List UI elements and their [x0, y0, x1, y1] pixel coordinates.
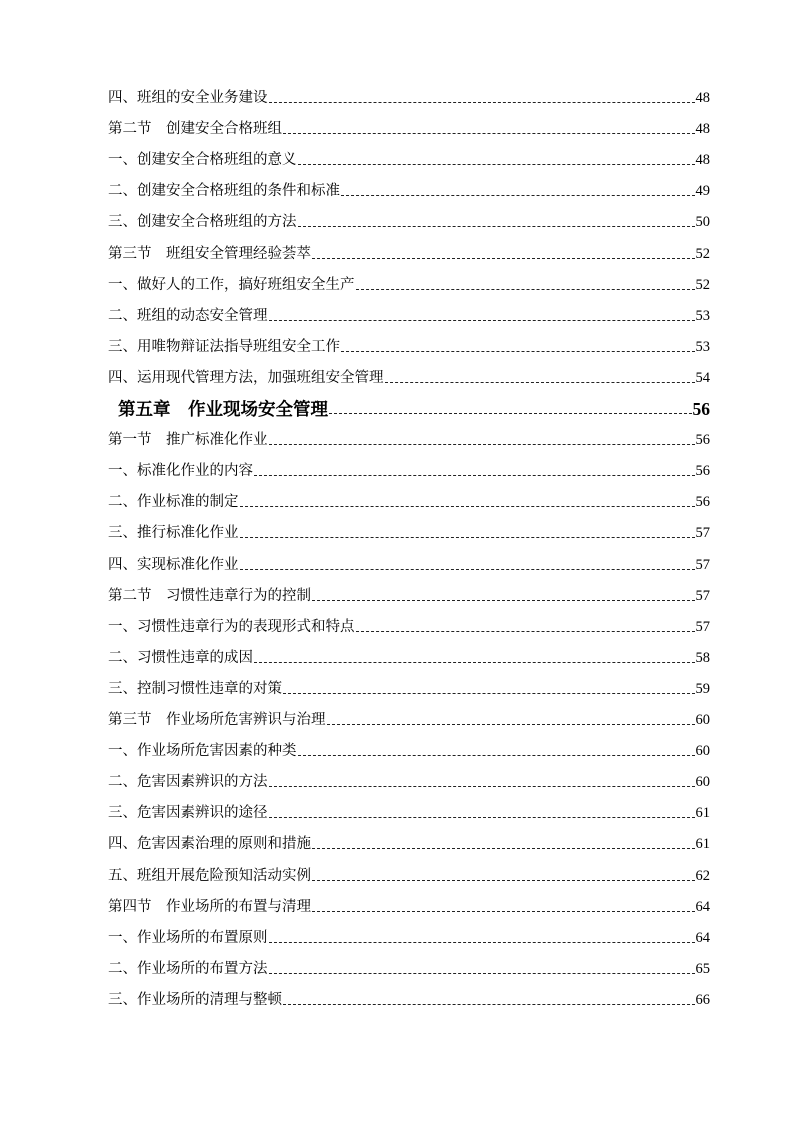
toc-item-entry[interactable]: [108, 834, 710, 854]
toc-dot-leader: [298, 226, 695, 227]
toc-page-number: 52: [695, 276, 710, 293]
toc-page-number: 61: [695, 836, 710, 853]
toc-page-number: 60: [695, 712, 710, 728]
toc-entry-title: 四、实现标准化作业: [108, 556, 239, 573]
toc-page-number: 57: [695, 618, 710, 635]
toc-page-number: 57: [695, 587, 710, 604]
toc-page-number: 53: [695, 307, 710, 324]
toc-page-number: 64: [695, 898, 710, 915]
toc-entry-title: 一、标准化作业的内容: [108, 463, 253, 480]
toc-dot-leader: [385, 382, 695, 383]
toc-page-number: 64: [695, 929, 710, 946]
toc-entry-title: 三、危害因素辨识的途径: [108, 805, 268, 822]
toc-page-number: 60: [695, 774, 710, 791]
toc-dot-leader: [283, 133, 695, 134]
toc-page-number: 65: [695, 960, 710, 977]
toc-entry-title: 第三节 作业场所危害辨识与治理: [108, 712, 326, 728]
toc-page-number: 56: [692, 399, 710, 419]
toc-item-entry[interactable]: [108, 461, 710, 481]
toc-item-entry[interactable]: [108, 803, 710, 823]
toc-dot-leader: [240, 569, 695, 570]
toc-dot-leader: [254, 475, 695, 476]
toc-dot-leader: [356, 631, 695, 632]
toc-page-number: 57: [695, 525, 710, 542]
toc-page-number: 57: [695, 556, 710, 573]
toc-entry-title: 第五章 作业现场安全管理: [118, 399, 328, 419]
toc-item-entry[interactable]: [108, 741, 710, 761]
toc-entry-title: 三、用唯物辩证法指导班组安全工作: [108, 338, 340, 355]
toc-dot-leader: [298, 164, 695, 165]
toc-entry-title: 第一节 推广标准化作业: [108, 432, 268, 449]
toc-page-number: 48: [695, 121, 710, 138]
toc-chapter-entry[interactable]: [118, 398, 710, 420]
toc-item-entry[interactable]: [108, 990, 710, 1010]
toc-dot-leader: [298, 755, 695, 756]
toc-dot-leader: [269, 320, 695, 321]
toc-item-entry[interactable]: [108, 959, 710, 979]
toc-item-entry[interactable]: [108, 648, 710, 668]
toc-entry-title: 三、创建安全合格班组的方法: [108, 214, 297, 231]
toc-entry-title: 三、作业场所的清理与整顿: [108, 991, 282, 1008]
toc-item-entry[interactable]: [108, 492, 710, 512]
toc-dot-leader: [269, 102, 695, 103]
toc-entry-title: 第二节 习惯性违章行为的控制: [108, 587, 311, 604]
toc-dot-leader: [341, 351, 695, 352]
toc-item-entry[interactable]: [108, 337, 710, 357]
toc-page-number: 56: [695, 463, 710, 480]
toc-dot-leader: [283, 693, 695, 694]
toc-entry-title: 第三节 班组安全管理经验荟萃: [108, 245, 311, 262]
toc-dot-leader: [341, 195, 695, 196]
toc-dot-leader: [269, 786, 695, 787]
toc-section-entry[interactable]: [108, 710, 710, 730]
toc-entry-title: 二、危害因素辨识的方法: [108, 774, 268, 791]
toc-entry-title: 三、推行标准化作业: [108, 525, 239, 542]
toc-item-entry[interactable]: [108, 617, 710, 637]
toc-dot-leader: [356, 289, 695, 290]
toc-page-number: 56: [695, 432, 710, 449]
toc-entry-title: 第二节 创建安全合格班组: [108, 121, 282, 138]
toc-entry-title: 一、作业场所的布置原则: [108, 929, 268, 946]
toc-dot-leader: [329, 413, 692, 414]
toc-entry-title: 一、做好人的工作，搞好班组安全生产: [108, 276, 355, 293]
toc-page-number: 48: [695, 90, 710, 106]
toc-dot-leader: [312, 600, 695, 601]
toc-page-number: 54: [695, 369, 710, 386]
toc-dot-leader: [240, 537, 695, 538]
toc-section-entry[interactable]: [108, 119, 710, 139]
toc-section-entry[interactable]: [108, 430, 710, 450]
toc-entry-title: 二、创建安全合格班组的条件和标准: [108, 183, 340, 200]
toc-item-entry[interactable]: [108, 150, 710, 170]
toc-page-number: 52: [695, 245, 710, 262]
toc-page-number: 48: [695, 152, 710, 169]
toc-dot-leader: [312, 848, 695, 849]
toc-dot-leader: [327, 724, 695, 725]
toc-entry-title: 二、习惯性违章的成因: [108, 649, 253, 666]
toc-entry-title: 三、控制习惯性违章的对策: [108, 680, 282, 697]
toc-entry-title: 第四节 作业场所的布置与清理: [108, 898, 311, 915]
toc-dot-leader: [254, 662, 695, 663]
toc-item-entry[interactable]: [108, 555, 710, 575]
toc-dot-leader: [269, 444, 695, 445]
toc-entry-title: 四、运用现代管理方法，加强班组安全管理: [108, 369, 384, 386]
toc-dot-leader: [312, 911, 695, 912]
toc-page-number: 49: [695, 183, 710, 200]
toc-page-number: 58: [695, 649, 710, 666]
toc-page-number: 61: [695, 805, 710, 822]
toc-entry-title: 二、作业标准的制定: [108, 494, 239, 511]
toc-section-entry[interactable]: [108, 244, 710, 264]
toc-dot-leader: [269, 973, 695, 974]
toc-entry-title: 一、创建安全合格班组的意义: [108, 152, 297, 169]
toc-item-entry[interactable]: [108, 368, 710, 388]
toc-page-number: 66: [695, 991, 710, 1008]
toc-entry-title: 一、习惯性违章行为的表现形式和特点: [108, 618, 355, 635]
toc-item-entry[interactable]: [108, 679, 710, 699]
toc-section-entry[interactable]: [108, 897, 710, 917]
toc-dot-leader: [312, 880, 695, 881]
toc-entry-title: 二、班组的动态安全管理: [108, 307, 268, 324]
toc-item-entry[interactable]: [108, 523, 710, 543]
toc-entry-title: 二、作业场所的布置方法: [108, 960, 268, 977]
toc-dot-leader: [269, 817, 695, 818]
toc-item-entry[interactable]: [108, 866, 710, 886]
toc-entry-title: 五、班组开展危险预知活动实例: [108, 867, 311, 884]
toc-item-entry[interactable]: [108, 306, 710, 326]
toc-item-entry[interactable]: [108, 88, 710, 108]
toc-dot-leader: [283, 1004, 695, 1005]
toc-page-number: 53: [695, 338, 710, 355]
toc-dot-leader: [312, 258, 695, 259]
toc-section-entry[interactable]: [108, 586, 710, 606]
toc-dot-leader: [269, 942, 695, 943]
toc-dot-leader: [240, 506, 695, 507]
toc-page-number: 62: [695, 867, 710, 884]
toc-entry-title: 四、危害因素治理的原则和措施: [108, 836, 311, 853]
toc-item-entry[interactable]: [108, 772, 710, 792]
toc-page-number: 60: [695, 743, 710, 760]
toc-page-number: 50: [695, 214, 710, 231]
toc-page-number: 59: [695, 680, 710, 697]
toc-item-entry[interactable]: [108, 212, 710, 232]
toc-entry-title: 四、班组的安全业务建设: [108, 90, 268, 106]
toc-entry-title: 一、作业场所危害因素的种类: [108, 743, 297, 760]
toc-item-entry[interactable]: [108, 275, 710, 295]
toc-item-entry[interactable]: [108, 181, 710, 201]
toc-page-number: 56: [695, 494, 710, 511]
toc-item-entry[interactable]: [108, 928, 710, 948]
